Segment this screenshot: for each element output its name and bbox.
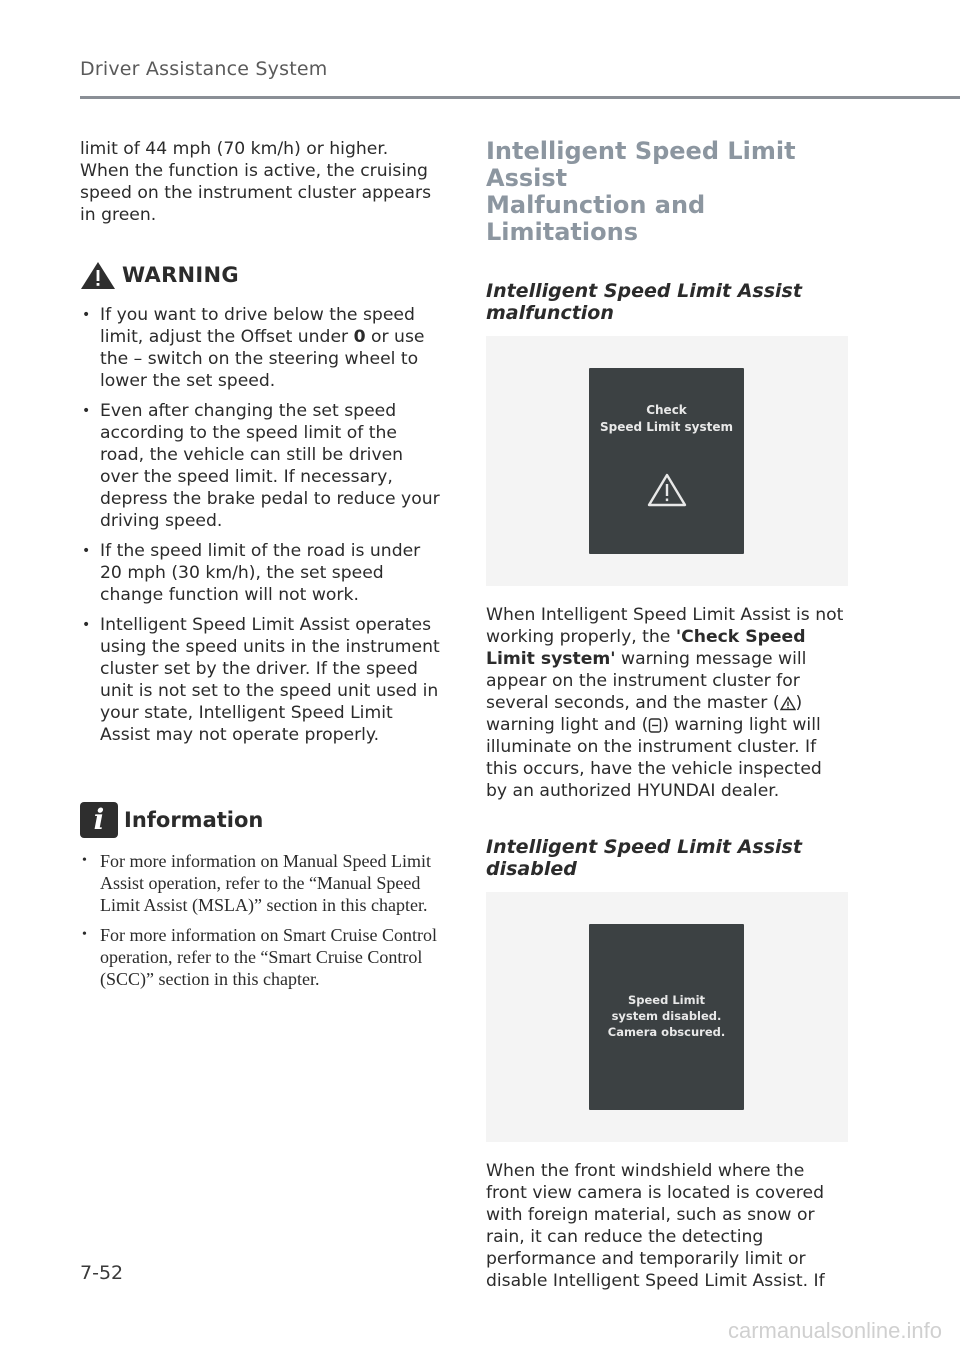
right-column: [486, 138, 848, 1292]
screen-message-line: Check: [646, 403, 687, 417]
header-rule: [80, 96, 960, 99]
warning-item: [80, 540, 440, 606]
warning-triangle-icon: [646, 472, 688, 508]
subheading-line: disabled: [486, 858, 577, 880]
paragraph-text: ) warning light will illuminate on the instrument cluster. If this occurs, have the vehicle inspected by an authorized HYUNDAI dealer.: [486, 715, 822, 801]
message-name: 'Check Speed Limit system': [486, 627, 806, 669]
warning-item: [80, 304, 440, 392]
camera-obscured-figure: [486, 892, 848, 1142]
offset-value: 0: [353, 327, 366, 347]
disabled-subheading: [486, 836, 848, 880]
warning-header: [80, 260, 440, 290]
paragraph-text: warning message will appear on the instrument cluster for several seconds, and the master (: [486, 649, 807, 713]
page-header-title: Driver Assistance System: [80, 58, 328, 80]
information-item-text: For more information on Manual Speed Limit Assist operation, refer to the “Manual Speed Limit Assist (MSLA)” section in this chapter.: [100, 851, 431, 915]
cluster-screen: [589, 368, 744, 554]
warning-item-text: If you want to drive below the speed limit, adjust the Offset under: [100, 305, 415, 347]
subheading-line: Intelligent Speed Limit Assist: [486, 280, 802, 302]
left-column: [80, 138, 440, 998]
master-warning-icon: [780, 696, 796, 711]
paragraph-text: ) warning light and (: [486, 693, 803, 735]
warning-triangle-icon: [80, 260, 116, 290]
info-icon: i: [80, 802, 118, 838]
information-item: [80, 850, 440, 916]
section-heading-line: Malfunction and Limitations: [486, 191, 706, 246]
check-system-figure: [486, 336, 848, 586]
disabled-paragraph: When the front windshield where the front view camera is located is covered with foreign material, such as snow or rain, it can reduce the detecting performance and temporarily limit or disable Intelligent Speed Limit Assist. If: [486, 1161, 825, 1291]
watermark: carmanualsonline.info: [727, 1318, 942, 1343]
speed-limit-warning-icon: [648, 718, 662, 733]
screen-message-line: Speed Limit system: [599, 420, 734, 434]
warning-item-text: Intelligent Speed Limit Assist operates using the speed units in the instrument cluster set by the driver. If the speed unit is not set to the speed unit used in your state, Intelligent Speed Limit Assist may not operate properly.: [100, 615, 440, 745]
warning-item: [80, 400, 440, 532]
warning-item-text: or use the – switch on the steering wheel to lower the set speed.: [100, 327, 425, 391]
subheading-line: malfunction: [486, 302, 614, 324]
paragraph-text: When Intelligent Speed Limit Assist is not working properly, the: [486, 605, 844, 647]
malfunction-subheading: [486, 280, 848, 324]
warning-item-text: Even after changing the set speed according to the speed limit of the road, the vehicle can still be driven over the speed limit. If necessary, depress the brake pedal to reduce your driving speed.: [100, 401, 440, 531]
subheading-line: Intelligent Speed Limit Assist: [486, 836, 802, 858]
screen-message-line: system disabled.: [611, 1009, 722, 1023]
information-list: [80, 850, 440, 990]
warning-item-text: If the speed limit of the road is under 20 mph (30 km/h), the set speed change function will not work.: [100, 541, 421, 605]
warning-list: [80, 304, 440, 746]
cluster-screen: [589, 924, 744, 1110]
information-item: [80, 924, 440, 990]
section-heading: [486, 138, 848, 246]
information-header: [80, 802, 440, 838]
screen-message-line: Camera obscured.: [607, 1025, 726, 1039]
information-label: Information: [124, 808, 264, 832]
information-item-text: For more information on Smart Cruise Control operation, refer to the “Smart Cruise Control (SCC)” section in this chapter.: [100, 925, 437, 989]
section-heading-line: Intelligent Speed Limit Assist: [486, 137, 796, 192]
screen-message-line: Speed Limit: [627, 993, 706, 1007]
malfunction-paragraph: [486, 604, 848, 802]
warning-label: WARNING: [122, 263, 239, 287]
warning-item: [80, 614, 440, 746]
intro-paragraph: limit of 44 mph (70 km/h) or higher. When the function is active, the cruising speed on the instrument cluster appears in green.: [80, 139, 432, 225]
page-number: 7-52: [80, 1262, 124, 1284]
